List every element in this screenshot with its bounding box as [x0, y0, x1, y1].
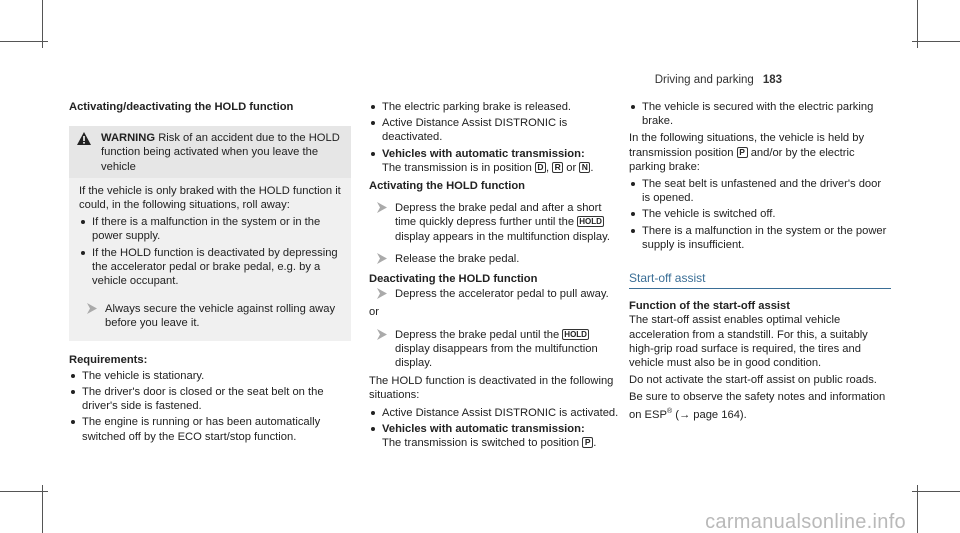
- section-title: Start-off assist: [629, 271, 891, 289]
- arrow-icon: [377, 202, 387, 213]
- warning-label: WARNING: [101, 132, 156, 145]
- column-2: [369, 100, 624, 453]
- page-reference-link[interactable]: (→ page 164).: [675, 408, 747, 421]
- or-text: or: [369, 306, 379, 319]
- activate-step-1: [369, 201, 624, 244]
- held-text-post: and/or by the electric parking brake:: [629, 146, 855, 173]
- deactivate-text: The HOLD function is deactivated in the following situations:: [369, 375, 614, 402]
- function-heading: Function of the start-off assist: [629, 300, 790, 313]
- warning-step-text: Always secure the vehicle against rolling away before you leave it.: [105, 303, 336, 330]
- activate-step-2-text: Release the brake pedal.: [395, 252, 520, 265]
- safety-notes-text: [629, 390, 891, 421]
- held-item: The seat belt is unfastened and the driver's door is opened.: [629, 177, 891, 205]
- gear-n-icon: N: [579, 162, 590, 173]
- arrow-icon: [377, 329, 387, 340]
- gear-p-icon: P: [582, 437, 593, 448]
- warning-body: If the vehicle is only braked with the HOLD function it could, in the following situations, roll away:: [79, 184, 341, 212]
- warning-triangle-icon: [77, 131, 91, 174]
- public-roads-text: Do not activate the start-off assist on public roads.: [629, 374, 877, 387]
- held-text-pre: In the following situations, the vehicle is held by transmission position: [629, 132, 865, 159]
- page-header: [655, 73, 782, 87]
- arrow-icon: [377, 288, 387, 299]
- requirement-item: The driver's door is closed or the seat belt on the driver's side is fastened.: [69, 385, 351, 413]
- hold-key-icon: HOLD: [564, 329, 587, 339]
- deactivate-step-2-text: Depress the brake pedal until the: [395, 328, 560, 341]
- activate-step-1-text: Depress the brake pedal and after a short time quickly depress further until the: [395, 202, 602, 229]
- auto-text: The transmission is in position: [382, 161, 532, 174]
- warning-item: If there is a malfunction in the system or in the power supply.: [79, 215, 341, 243]
- deactivate-item: Vehicles with automatic transmission: The transmission is switched to position P .: [369, 422, 624, 450]
- function-text: The start-off assist enables optimal vehicle acceleration from a standstill. For this, a suitably high-grip road surface is required, the tires and vehicle must also be in good condition.: [629, 314, 868, 370]
- auto-label: Vehicles with automatic transmission:: [382, 422, 585, 435]
- deactivate-step-1: [369, 287, 624, 301]
- held-text: [629, 131, 891, 174]
- gear-p-icon: P: [737, 147, 748, 158]
- gear-d-icon: D: [535, 162, 546, 173]
- warning-step: [79, 302, 341, 330]
- activating-heading: Activating the HOLD function: [369, 180, 525, 193]
- deactivate-item: The vehicle is secured with the electric parking brake.: [629, 100, 891, 128]
- column-1: [69, 100, 351, 447]
- arrow-icon: [87, 303, 97, 314]
- deactivate-item: Active Distance Assist DISTRONIC is activated.: [369, 406, 624, 420]
- requirement-item: The vehicle is stationary.: [69, 369, 351, 383]
- requirement-item: The engine is running or has been automatically switched off by the ECO start/stop function.: [69, 415, 351, 443]
- hold-heading: Activating/deactivating the HOLD function: [69, 101, 294, 113]
- registered-mark: ®: [666, 407, 673, 415]
- page-number: 183: [762, 74, 782, 86]
- warning-item: If the HOLD function is deactivated by depressing the accelerator pedal or brake pedal, e.g. by a vehicle occupant.: [79, 246, 341, 289]
- deactivating-heading: Deactivating the HOLD function: [369, 273, 538, 286]
- warning-box: [69, 126, 351, 340]
- deactivate-step-1-text: Depress the accelerator pedal to pull away.: [395, 288, 609, 301]
- auto-label: Vehicles with automatic transmission:: [382, 147, 585, 160]
- arrow-icon: [377, 253, 387, 264]
- column-3: [629, 100, 891, 425]
- auto-text: The transmission is switched to position: [382, 437, 580, 450]
- or-word: or: [566, 161, 577, 174]
- requirement-item: The electric parking brake is released.: [369, 100, 624, 114]
- deactivate-step-2: [369, 328, 624, 371]
- held-item: The vehicle is switched off.: [629, 207, 891, 221]
- held-item: There is a malfunction in the system or the power supply is insufficient.: [629, 224, 891, 252]
- requirement-item: Active Distance Assist DISTRONIC is deactivated.: [369, 116, 624, 144]
- gear-r-icon: R: [552, 162, 563, 173]
- requirements-heading: Requirements:: [69, 353, 148, 366]
- requirement-item: Vehicles with automatic transmission: The transmission is in position D , R or N .: [369, 147, 624, 175]
- safety-notes-pre: Be sure to observe the safety notes and information on ESP: [629, 391, 886, 421]
- hold-key-icon: HOLD: [579, 217, 602, 227]
- activate-step-2: [369, 252, 624, 266]
- watermark: carmanualsonline.info: [705, 510, 906, 533]
- header-title: Driving and parking: [654, 74, 754, 86]
- warning-text: Risk of an accident due to the HOLD function being activated when you leave the vehicle: [101, 132, 340, 173]
- activate-step-1-post: display appears in the multifunction display.: [395, 230, 610, 243]
- deactivate-step-2-post: display disappears from the multifunction display.: [395, 342, 598, 370]
